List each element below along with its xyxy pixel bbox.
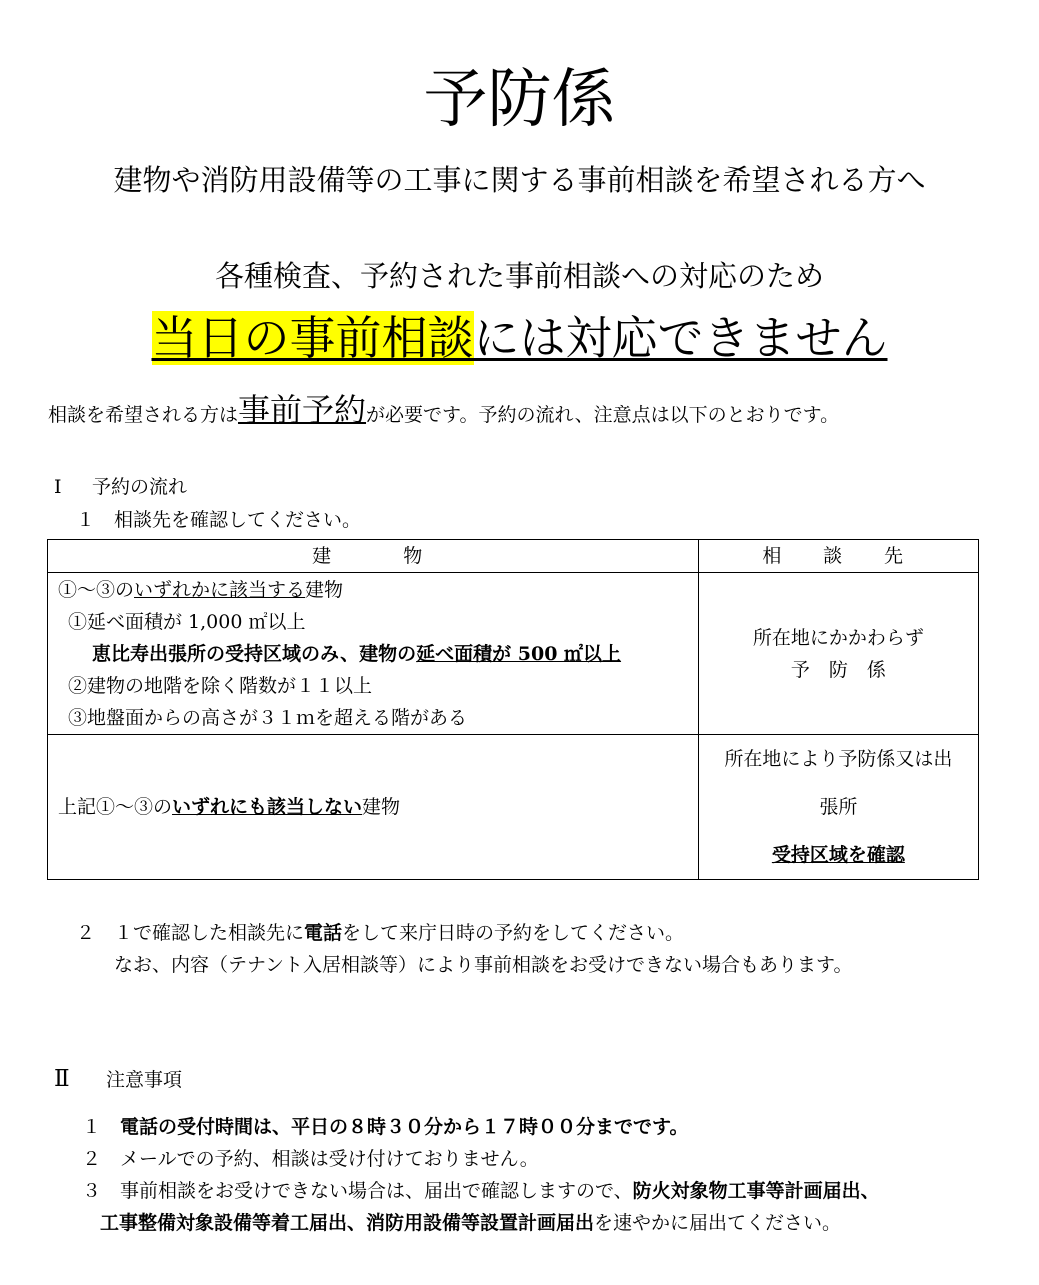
intro-text	[48, 388, 839, 437]
note-3-number: ３	[82, 1180, 102, 1202]
row2-underlined: いずれにも該当しない	[172, 796, 363, 818]
row1-line-2: ①延べ面積が 1,000 ㎡以上	[68, 610, 306, 633]
row2-building-cell	[48, 735, 699, 880]
row2-prefix: 上記①～③の	[58, 796, 173, 818]
note-3-before: 事前相談をお受けできない場合は、届出で確認しますので、	[120, 1180, 633, 1202]
row2-suffix: 建物	[362, 796, 401, 818]
row1-building-cell	[48, 573, 699, 735]
note-1-number: １	[82, 1116, 102, 1138]
row1-line-4: ②建物の地階を除く階数が１１以上	[68, 674, 373, 697]
page-title: 予防係	[423, 63, 616, 137]
step-2-before: １で確認した相談先に	[114, 922, 305, 944]
row1-line-3	[48, 638, 698, 670]
section-1-number: Ⅰ	[54, 476, 62, 498]
intro-emphasis: 事前予約	[238, 391, 367, 429]
page-subtitle: 建物や消防用設備等の工事に関する事前相談を希望される方へ	[113, 163, 926, 197]
row1-consult-cell	[698, 573, 978, 735]
row1-l1-prefix: ①～③の	[58, 578, 135, 601]
section-2-number: Ⅱ	[54, 1066, 70, 1092]
notice-highlight: 当日の事前相談	[151, 311, 474, 365]
step-1	[76, 507, 361, 533]
note-1-text: 電話の受付時間は、平日の８時３０分から１７時００分までです。	[120, 1116, 689, 1138]
row2-consult-cell	[698, 735, 978, 880]
row1-consult-line-2: 予 防 係	[790, 658, 886, 681]
note-3-after: を速やかに届出てください。	[594, 1212, 842, 1234]
intro-before: 相談を希望される方は	[48, 404, 239, 426]
note-item-3-cont	[100, 1208, 841, 1238]
step-2-number: ２	[76, 922, 96, 944]
step-2-after: をして来庁日時の予約をしてください。	[342, 922, 685, 944]
note-2-number: ２	[82, 1148, 102, 1170]
step-1-number: １	[76, 509, 96, 531]
consultation-table	[47, 539, 979, 880]
section-1-title: 予約の流れ	[92, 476, 188, 498]
step-1-text: 相談先を確認してください。	[114, 509, 362, 531]
row1-consult-line-1: 所在地にかかわらず	[752, 626, 924, 649]
section-2-title: 注意事項	[106, 1069, 183, 1091]
intro-after: が必要です。予約の流れ、注意点は以下のとおりです。	[366, 404, 840, 426]
row1-line-1	[48, 574, 698, 606]
notice-line-2	[0, 306, 1039, 370]
row2-consult-line-3: 受持区域を確認	[771, 844, 905, 866]
table-header-row	[48, 540, 979, 573]
row1-l1-suffix: 建物	[305, 578, 344, 601]
row1-l3-prefix: 恵比寿出張所の受持区域のみ、建物の	[92, 642, 417, 665]
row1-l3-underlined: 延べ面積が 500 ㎡以上	[416, 642, 622, 665]
step-2-bold: 電話	[304, 922, 343, 944]
step-2	[76, 918, 684, 948]
step-2-note: なお、内容（テナント入居相談等）により事前相談をお受けできない場合もあります。	[114, 954, 853, 976]
table-row	[48, 735, 979, 880]
section-1-heading	[54, 474, 187, 500]
table-row	[48, 573, 979, 735]
row1-l1-underlined: いずれかに該当する	[134, 578, 306, 601]
note-3-bold-1: 防火対象物工事等計画届出、	[632, 1180, 880, 1202]
note-item-1	[82, 1112, 688, 1142]
row2-line-1	[48, 791, 698, 823]
header-building: 建 物	[48, 540, 699, 573]
header-consult: 相 談 先	[698, 540, 978, 573]
notice-line-1: 各種検査、予約された事前相談への対応のため	[214, 259, 824, 293]
row1-line-5: ③地盤面からの高さが３１ｍを超える階がある	[68, 706, 468, 729]
note-3-bold-2: 工事整備対象設備等着工届出、消防用設備等設置計画届出	[100, 1212, 595, 1234]
note-item-2	[82, 1144, 539, 1174]
notice-rest: には対応できません	[473, 311, 888, 365]
row2-consult-line-1: 所在地により予防係又は出	[724, 748, 953, 770]
note-item-3	[82, 1176, 880, 1206]
note-2-text: メールでの予約、相談は受け付けておりません。	[120, 1148, 539, 1170]
row2-consult-line-2: 張所	[819, 796, 858, 818]
section-2-heading	[54, 1064, 182, 1095]
